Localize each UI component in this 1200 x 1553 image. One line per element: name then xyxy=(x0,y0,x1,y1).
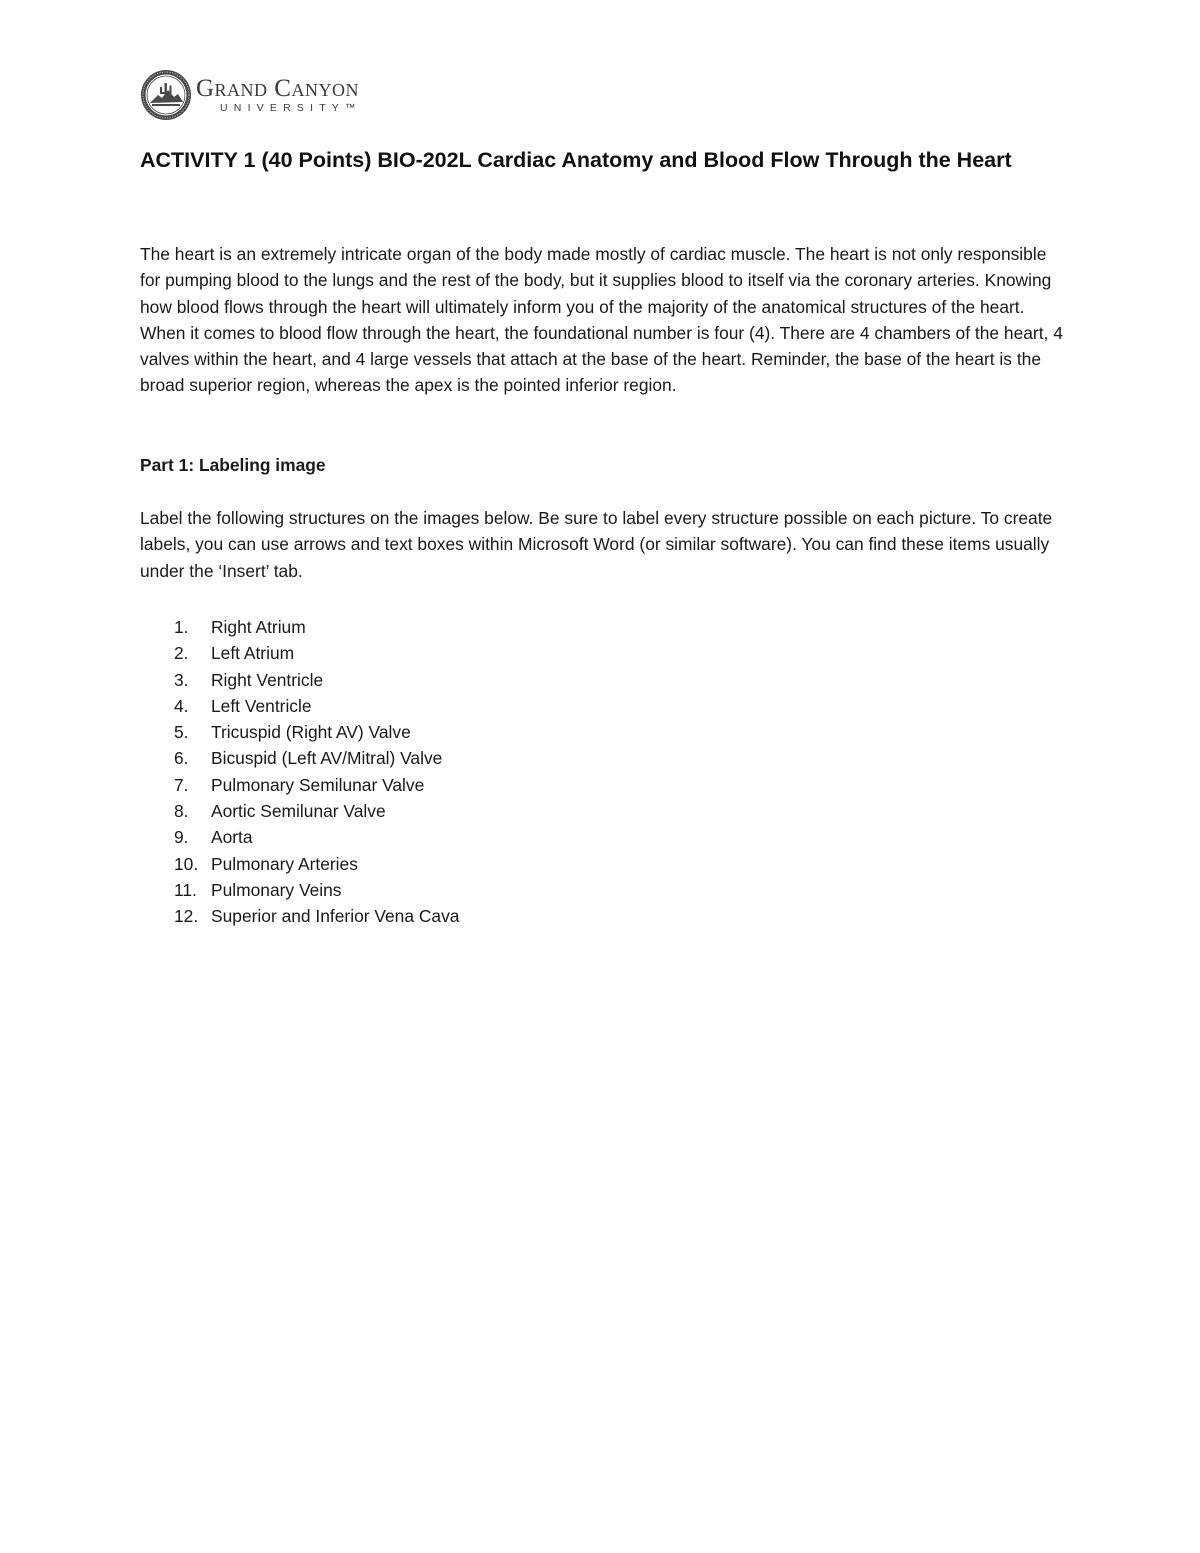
logo-top-text: Grand Canyon xyxy=(196,74,359,102)
list-item-number: 12. xyxy=(174,906,199,927)
list-item-text: Left Ventricle xyxy=(211,695,312,716)
list-item-text: Right Atrium xyxy=(211,617,306,637)
list-item-text: Bicuspid (Left AV/Mitral) Valve xyxy=(211,748,443,769)
list-item-number: 10. xyxy=(174,853,199,874)
list-item xyxy=(140,614,459,640)
list-item-number: 9. xyxy=(174,827,189,848)
list-item-number: 2. xyxy=(174,643,189,664)
logo-bottom-text: UNIVERSITY™ xyxy=(220,101,362,114)
list-item xyxy=(140,745,459,771)
list-item-number: 1. xyxy=(174,617,189,637)
intro-paragraph: The heart is an extremely intricate organ of the body made mostly of cardiac muscle. The heart is not only responsible for pumping blood to the lungs and the rest of the body, but it supplies blood to itself via the coronary arteries. Knowing how blood flows through the heart will ultimately inform you of the majority of the anatomical structures of the heart. When it comes to blood flow through the heart, the foundational number is four (4). There are 4 chambers of the heart, 4 valves within the heart, and 4 large vessels that attach at the base of the heart. Reminder, the base of the heart is the broad superior region, whereas the apex is the pointed inferior region. xyxy=(140,244,1063,396)
list-item xyxy=(140,798,459,824)
list-item-text: Aortic Semilunar Valve xyxy=(211,801,386,822)
university-wordmark xyxy=(196,76,362,115)
list-item-number: 6. xyxy=(174,748,189,769)
list-item-text: Pulmonary Semilunar Valve xyxy=(211,774,425,795)
list-item-text: Pulmonary Arteries xyxy=(211,853,358,874)
university-seal-icon xyxy=(140,69,192,121)
list-item xyxy=(140,903,459,929)
list-item-number: 4. xyxy=(174,695,189,716)
list-item xyxy=(140,667,459,693)
list-item xyxy=(140,693,459,719)
list-item xyxy=(140,719,459,745)
list-item-number: 5. xyxy=(174,722,189,743)
list-item xyxy=(140,824,459,850)
list-item xyxy=(140,772,459,798)
list-item-text: Aorta xyxy=(211,827,253,848)
document-title: ACTIVITY 1 (40 Points) BIO-202L Cardiac Anatomy and Blood Flow Through the Heart xyxy=(140,148,1012,172)
list-item xyxy=(140,877,459,903)
list-item xyxy=(140,851,459,877)
part1-instructions: Label the following structures on the images below. Be sure to label every structure possible on each picture. To create labels, you can use arrows and text boxes within Microsoft Word (or similar software). You can find these items usually under the ‘Insert’ tab. xyxy=(140,508,1053,581)
structure-list xyxy=(140,614,459,930)
list-item-text: Right Ventricle xyxy=(211,669,324,690)
list-item-text: Tricuspid (Right AV) Valve xyxy=(211,722,411,743)
list-item xyxy=(140,640,459,666)
list-item-number: 3. xyxy=(174,669,189,690)
list-item-text: Superior and Inferior Vena Cava xyxy=(211,906,460,927)
part1-heading: Part 1: Labeling image xyxy=(140,455,326,475)
university-logo xyxy=(140,68,362,122)
list-item-text: Pulmonary Veins xyxy=(211,879,342,900)
list-item-number: 11. xyxy=(174,879,197,900)
list-item-number: 8. xyxy=(174,801,189,822)
list-item-text: Left Atrium xyxy=(211,643,295,664)
list-item-number: 7. xyxy=(174,774,189,795)
